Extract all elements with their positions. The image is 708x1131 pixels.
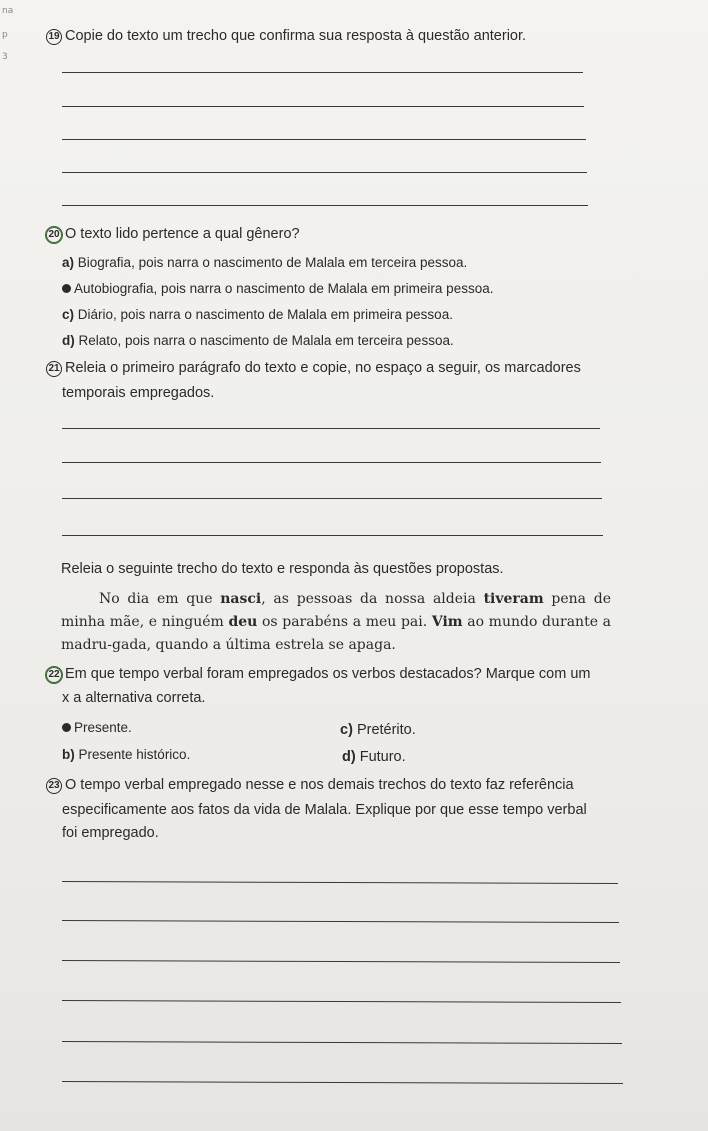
answer-line[interactable] xyxy=(62,205,588,206)
answer-line[interactable] xyxy=(62,172,587,173)
question-number-21: 21 xyxy=(46,361,62,377)
option-20-d[interactable] xyxy=(62,333,454,348)
excerpt-paragraph xyxy=(61,588,611,657)
option-20-a[interactable] xyxy=(62,255,467,270)
excerpt-text: pena de minha mãe, e ninguém xyxy=(61,591,612,630)
option-text: Presente histórico. xyxy=(78,747,191,762)
excerpt-text: No dia em que xyxy=(99,591,221,607)
excerpt-intro: Releia o seguinte trecho do texto e responda às questões propostas. xyxy=(61,561,504,577)
option-text: Relato, pois narra o nascimento de Malala em terceira pessoa. xyxy=(78,333,454,348)
option-text: Presente. xyxy=(74,720,132,735)
excerpt-text: ao mundo durante a madru-gada, quando a última estrela se apaga. xyxy=(61,614,611,653)
question-23-text: O tempo verbal empregado nesse e nos demais trechos do texto faz referência xyxy=(65,777,574,793)
question-21 xyxy=(46,357,581,379)
question-number-20: 20 xyxy=(46,227,62,243)
answer-line[interactable] xyxy=(62,920,619,923)
answer-line[interactable] xyxy=(62,428,600,429)
question-22-text-cont: x a alternativa correta. xyxy=(62,690,206,706)
question-22 xyxy=(46,663,590,685)
answer-line[interactable] xyxy=(62,1041,622,1044)
option-22-a[interactable] xyxy=(62,720,132,735)
question-21-text: Releia o primeiro parágrafo do texto e copie, no espaço a seguir, os marcadores xyxy=(65,360,581,376)
option-letter: c) xyxy=(340,722,353,738)
option-text: Futuro. xyxy=(359,749,406,765)
question-20-text: O texto lido pertence a qual gênero? xyxy=(65,226,300,242)
highlighted-verb: deu xyxy=(228,614,258,630)
question-23-text-cont: foi empregado. xyxy=(62,825,159,841)
margin-mark: na xyxy=(2,6,14,16)
answer-line[interactable] xyxy=(62,881,618,884)
question-23 xyxy=(46,774,574,796)
highlighted-verb: nasci xyxy=(220,591,262,607)
answer-line[interactable] xyxy=(62,535,603,536)
question-22-text: Em que tempo verbal foram empregados os verbos destacados? Marque com um xyxy=(65,666,591,682)
option-text: Biografia, pois narra o nascimento de Malala em terceira pessoa. xyxy=(77,255,468,270)
option-letter: d) xyxy=(62,333,75,348)
filled-mark-icon xyxy=(62,723,71,732)
option-22-c[interactable] xyxy=(340,722,416,738)
answer-line[interactable] xyxy=(62,106,584,107)
margin-mark: 3 xyxy=(2,52,8,62)
question-23-text-cont: especificamente aos fatos da vida de Malala. Explique por que esse tempo verbal xyxy=(62,802,587,818)
question-19 xyxy=(46,25,526,47)
option-text: Diário, pois narra o nascimento de Malala em primeira pessoa. xyxy=(77,307,453,322)
excerpt-text: os parabéns a meu pai. xyxy=(257,614,432,630)
answer-line[interactable] xyxy=(62,462,601,463)
question-20 xyxy=(46,223,300,245)
option-letter: b) xyxy=(62,747,75,762)
answer-line[interactable] xyxy=(62,498,602,499)
question-number-19: 19 xyxy=(46,29,62,45)
answer-line[interactable] xyxy=(62,72,583,73)
option-22-d[interactable] xyxy=(342,749,406,765)
option-letter: d) xyxy=(342,749,356,765)
filled-mark-icon xyxy=(62,284,71,293)
highlighted-verb: Vim xyxy=(431,614,463,630)
option-letter: a) xyxy=(62,255,75,270)
question-number-23: 23 xyxy=(46,778,62,794)
option-20-c[interactable] xyxy=(62,307,453,322)
question-number-22: 22 xyxy=(46,667,62,683)
option-22-b[interactable] xyxy=(62,747,190,762)
highlighted-verb: tiveram xyxy=(483,591,544,607)
option-text: Pretérito. xyxy=(356,722,416,738)
question-19-text: Copie do texto um trecho que confirma sua resposta à questão anterior. xyxy=(65,28,527,44)
option-20-b[interactable] xyxy=(62,281,493,296)
question-21-text-cont: temporais empregados. xyxy=(62,385,215,401)
excerpt-text: , as pessoas da nossa aldeia xyxy=(261,591,484,607)
answer-line[interactable] xyxy=(62,960,620,963)
answer-line[interactable] xyxy=(62,1000,621,1003)
option-letter: c) xyxy=(62,307,75,322)
answer-line[interactable] xyxy=(62,1081,623,1084)
answer-line[interactable] xyxy=(62,139,586,140)
option-text: Autobiografia, pois narra o nascimento de Malala em primeira pessoa. xyxy=(74,281,494,296)
margin-mark: p xyxy=(2,30,8,40)
